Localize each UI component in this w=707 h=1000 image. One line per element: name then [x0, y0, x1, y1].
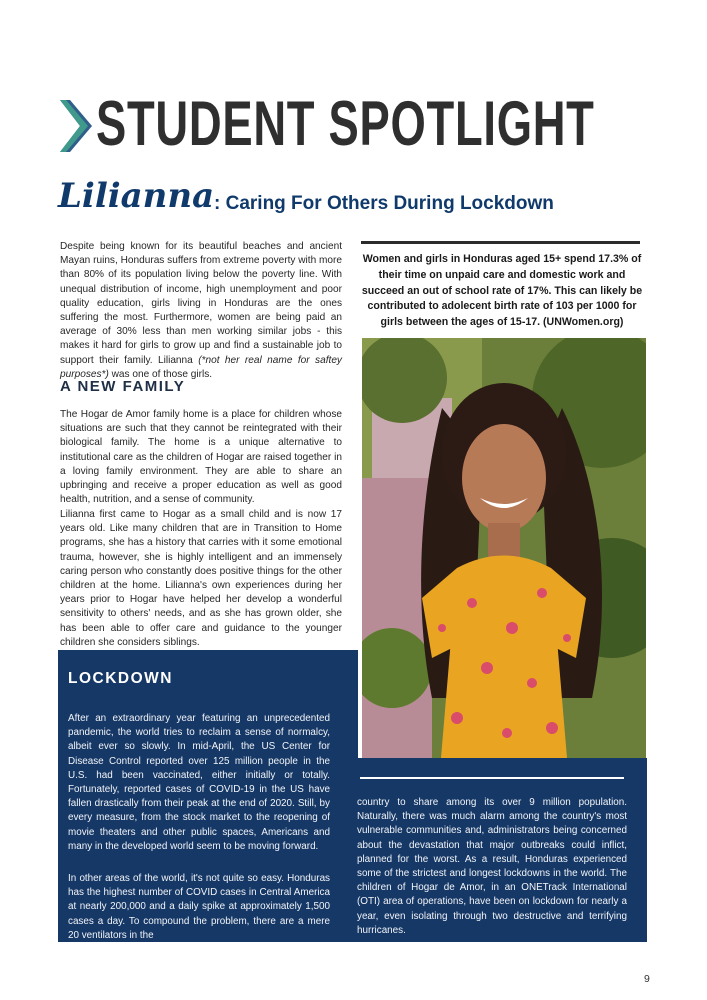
- article-subtitle: : Caring For Others During Lockdown: [214, 193, 554, 214]
- new-family-heading: A NEW FAMILY: [60, 378, 186, 395]
- new-family-paragraph-2: Lilianna first came to Hogar as a small child and is now 17 years old. Like many children that are in Transition to Home programs, she has a history that carries with it some emotional trauma, however, she is highly intelligent and an immensely caring person who constantly does positive things for the other children at the home. Lilianna's own experiences during her years prior to Hogar have helped her develop a wonderful sensitivity to others' needs, and as she has grown older, she has been able to offer care and guidance to the younger children she considers siblings.: [60, 509, 342, 648]
- student-photo: [362, 338, 646, 758]
- new-family-paragraph-1: The Hogar de Amor family home is a place for children whose situations are such that they cannot be reintegrated with their biological family. The home is a unique alternative to institutional care as the children of Hogar are raised together in a loving family environment. They are able to share an upbringing and receive a proper education as well as good health, nutrition, and a sense of community.: [60, 409, 342, 506]
- student-name: Lilianna: [58, 176, 215, 216]
- lockdown-paragraph-1: After an extraordinary year featuring an unprecedented pandemic, the world tries to reclaim a sense of normalcy, albeit ever so slowly. In mid-April, the US Center for Disease Control reported over 125 million people in the U.S. had been vaccinated, either initially or totally. Fortunately, reported cases of COVID-19 in the US have fallen drastically from their peak at the end of 2020. Still, by every measure, from the stock market to the reopening of movie theaters and other public spaces, Americans and many in the developed world seem to be moving forward.: [68, 713, 330, 852]
- intro-paragraph: [60, 240, 342, 382]
- page-number: 9: [644, 973, 650, 985]
- page-title: STUDENT SPOTLIGHT: [96, 89, 595, 159]
- intro-text: Despite being known for its beautiful beaches and ancient Mayan ruins, Honduras suffers from extreme poverty with more than 80% of its population living below the poverty line. With unequal distribution of income, high unemployment and poor quality education, girls living in Honduras are the ones suffering the most. Furthermore, women are being paid an average of 30% less than men working similar jobs - this makes it hard for girls to grow up and find a sustainable job to support their family. Lilianna: [60, 241, 342, 366]
- statistic-callout: Women and girls in Honduras aged 15+ spend 17.3% of their time on unpaid care and domestic work and succeed an out of school rate of 17%. This can likely be contributed to adolecent birth rate of 103 per 1000 for girls between the ages of 15-17. (UNWomen.org): [361, 253, 643, 329]
- callout-divider: [361, 241, 640, 244]
- name-note: (*not her real name for saftey purposes*): [60, 354, 342, 380]
- lockdown-heading: LOCKDOWN: [68, 670, 173, 687]
- chevron-icon: [58, 96, 94, 156]
- intro-tail: was one of those girls.: [108, 368, 213, 380]
- lockdown-divider: [360, 777, 624, 779]
- lockdown-paragraph-3: country to share among its over 9 million population. Naturally, there was much alarm among the country's most vulnerable communities and, administrators being concerned about the devastation that major outbreaks could inflict, planned for the worst. As a result, Honduras experienced some of the strictest and longest lockdowns in the world. The children of Hogar de Amor, in an ONETrack International (OTI) area of operations, have been on lockdown for nearly a year, even isolating through two destructive and terrifying hurricanes.: [357, 797, 627, 936]
- lockdown-paragraph-2: In other areas of the world, it's not quite so easy. Honduras has the highest number of COVID cases in Central America at nearly 200,000 and a daily spike at approximately 1,500 cases a day. To compound the problem, there are a mere 20 ventilators in the: [68, 873, 330, 941]
